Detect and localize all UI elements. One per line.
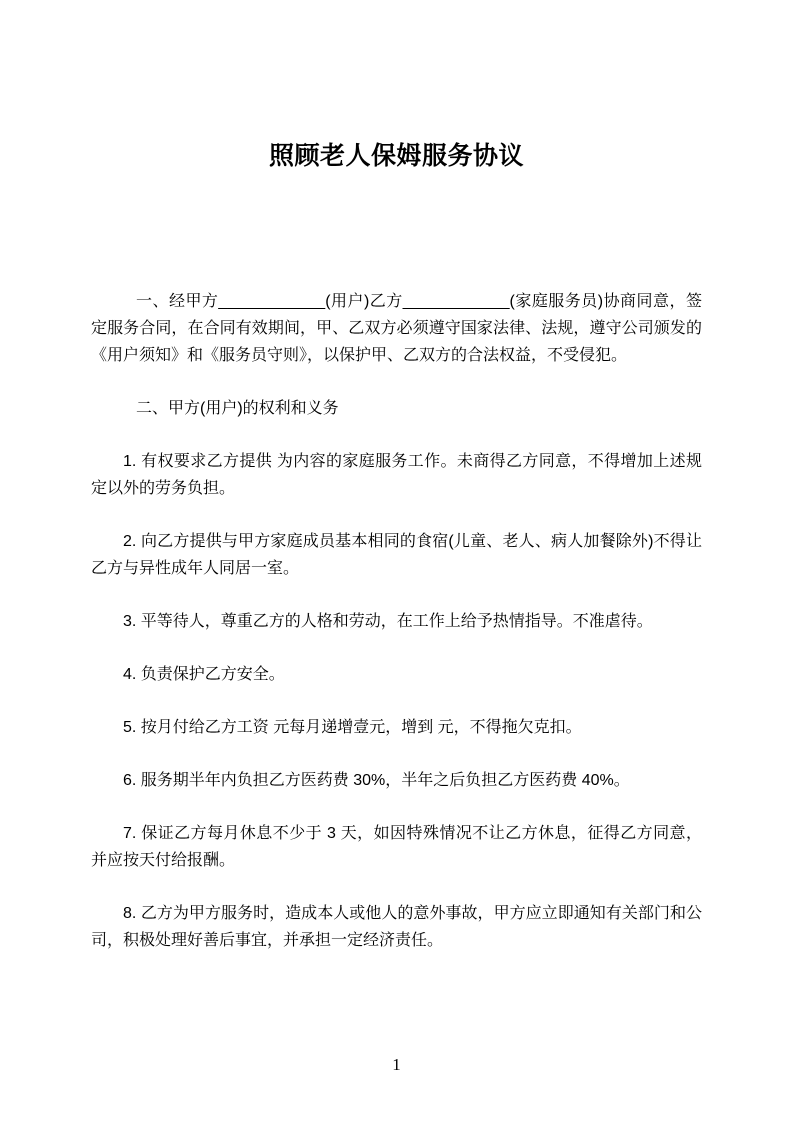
page-number: 1 <box>392 1055 401 1074</box>
clause-8: 8. 乙方为甲方服务时，造成本人或他人的意外事故，甲方应立即通知有关部门和公司，积极处理好善后事宜，并承担一定经济责任。 <box>91 905 702 949</box>
clause-3: 3. 平等待人，尊重乙方的人格和劳动，在工作上给予热情指导。不准虐待。 <box>123 613 653 630</box>
document-title: 照顾老人保姆服务协议 <box>268 142 524 170</box>
clause-2: 2. 向乙方提供与甲方家庭成员基本相同的食宿(儿童、老人、病人加餐除外)不得让乙方与异性成年人同居一室。 <box>91 533 702 577</box>
section-heading-party-a-rights: 二、甲方(用户)的权利和义务 <box>136 400 339 417</box>
clause-1: 1. 有权要求乙方提供 为内容的家庭服务工作。未商得乙方同意，不得增加上述规定以外的劳务负担。 <box>91 453 702 497</box>
clause-7: 7. 保证乙方每月休息不少于 3 天，如因特殊情况不让乙方休息，征得乙方同意，并应按天付给报酬。 <box>91 825 702 869</box>
intro-paragraph: 一、经甲方____________(用户)乙方____________(家庭服务员)协商同意，签定服务合同，在合同有效期间，甲、乙双方必须遵守国家法律、法规，遵守公司颁发的《用户须知》和《服务员守则》，以保护甲、乙双方的合法权益，不受侵犯。 <box>91 293 702 364</box>
clause-5: 5. 按月付给乙方工资 元每月递增壹元，增到 元，不得拖欠克扣。 <box>123 719 582 736</box>
clause-4: 4. 负责保护乙方安全。 <box>123 666 285 683</box>
clause-6: 6. 服务期半年内负担乙方医药费 30%，半年之后负担乙方医药费 40%。 <box>123 772 630 789</box>
